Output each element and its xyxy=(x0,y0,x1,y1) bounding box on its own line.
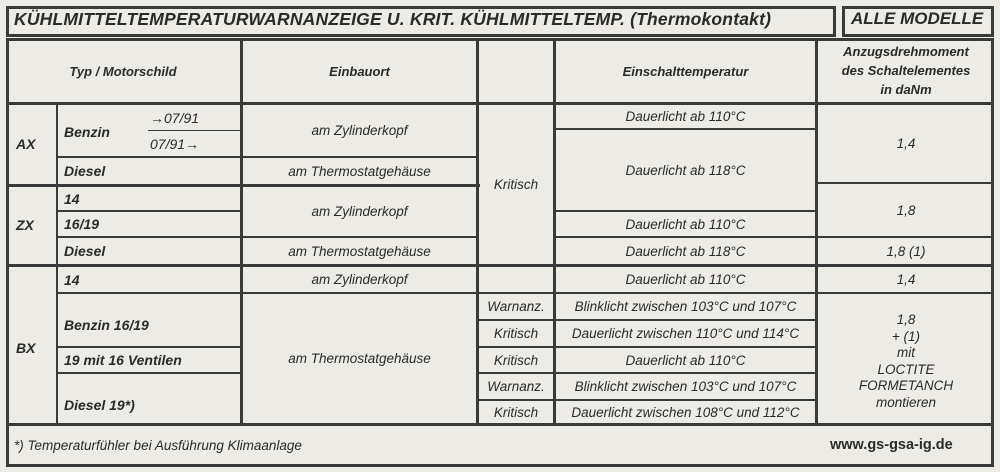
mode-bx-kritisch-2: Kritisch xyxy=(493,352,539,368)
torque-bx-line-6: montieren xyxy=(875,394,937,410)
mode-kritisch-main: Kritisch xyxy=(493,177,539,192)
einbauort-ax-zylinderkopf: am Zylinderkopf xyxy=(311,123,408,138)
type-bx-benzin: Benzin 16/19 xyxy=(64,317,149,333)
type-bx-14: 14 xyxy=(64,272,80,288)
torque-bx-line-1: 1,8 xyxy=(896,312,916,327)
type-ax-benzin: Benzin xyxy=(64,124,110,140)
torque-bx-line-3: mit xyxy=(897,345,915,360)
temp-bx-d110-114: Dauerlicht zwischen 110°C und 114°C xyxy=(571,326,800,341)
header-typ: Typ / Motorschild xyxy=(69,64,177,79)
torque-bx-block xyxy=(818,312,994,411)
type-zx-14: 14 xyxy=(64,191,80,207)
type-ax-diesel: Diesel xyxy=(64,163,106,179)
group-ax: AX xyxy=(16,136,36,152)
header-drehmoment-3: in daNm xyxy=(880,82,932,97)
torque-bx-line-5: FORMETANCH xyxy=(858,378,954,393)
type-bx-19-16v: 19 mit 16 Ventilen xyxy=(64,352,182,368)
mode-bx-kritisch-3: Kritisch xyxy=(493,404,539,420)
footnote: *) Temperaturfühler bei Ausführung Klimaanlage xyxy=(14,438,302,453)
temp-bx-blink-1: Blinklicht zwischen 103°C und 107°C xyxy=(574,299,797,314)
mode-bx-warnanz-2: Warnanz. xyxy=(487,379,545,394)
type-zx-1619: 16/19 xyxy=(64,216,100,232)
header-drehmoment-2: des Schaltelementes xyxy=(841,63,971,78)
temp-bx-blink-2: Blinklicht zwischen 103°C und 107°C xyxy=(574,379,797,394)
temp-ax-zx-118: Dauerlicht ab 118°C xyxy=(625,162,746,178)
einbauort-zx-thermostat: am Thermostatgehäuse xyxy=(288,243,431,259)
type-bx-diesel: Diesel 19*) xyxy=(64,397,135,413)
torque-bx-line-2: + (1) xyxy=(891,328,921,344)
temp-zx-110: Dauerlicht ab 110°C xyxy=(625,216,746,232)
einbauort-ax-thermostat: am Thermostatgehäuse xyxy=(288,163,431,179)
torque-zx-diesel: 1,8 (1) xyxy=(886,243,926,259)
temp-bx-d108-112: Dauerlicht zwischen 108°C und 112°C xyxy=(571,404,800,420)
einbauort-bx-zylinderkopf: am Zylinderkopf xyxy=(311,272,408,287)
torque-zx: 1,8 xyxy=(896,202,916,218)
temp-bx-d110: Dauerlicht ab 110°C xyxy=(625,352,746,368)
torque-bx-14: 1,4 xyxy=(896,272,916,287)
header-einbauort: Einbauort xyxy=(329,64,390,79)
type-ax-date-before: →07/91 xyxy=(150,110,200,126)
type-zx-diesel: Diesel xyxy=(64,243,106,259)
torque-bx-line-4: LOCTITE xyxy=(877,361,935,377)
page-title: KÜHLMITTELTEMPERATURWARNANZEIGE U. KRIT. KÜHLMITTELTEMP. (Thermokontakt) xyxy=(14,9,772,29)
header-drehmoment-1: Anzugsdrehmoment xyxy=(843,44,969,59)
temp-ax-benzin-before: Dauerlicht ab 110°C xyxy=(625,109,746,124)
einbauort-zx-zylinderkopf: am Zylinderkopf xyxy=(311,204,408,219)
einbauort-bx-thermostat: am Thermostatgehäuse xyxy=(288,351,431,366)
website-link[interactable]: www.gs-gsa-ig.de xyxy=(830,437,953,453)
type-ax-date-after: 07/91→ xyxy=(150,136,200,152)
mode-bx-kritisch-1: Kritisch xyxy=(493,326,539,341)
header-einschalttemperatur: Einschalttemperatur xyxy=(622,64,749,79)
temp-zx-diesel: Dauerlicht ab 118°C xyxy=(625,243,746,259)
models-badge: ALLE MODELLE xyxy=(851,9,984,28)
torque-ax: 1,4 xyxy=(896,136,916,151)
temp-bx-14: Dauerlicht ab 110°C xyxy=(625,272,746,287)
group-bx: BX xyxy=(16,340,36,356)
mode-bx-warnanz-1: Warnanz. xyxy=(487,299,545,314)
group-zx: ZX xyxy=(16,217,34,233)
